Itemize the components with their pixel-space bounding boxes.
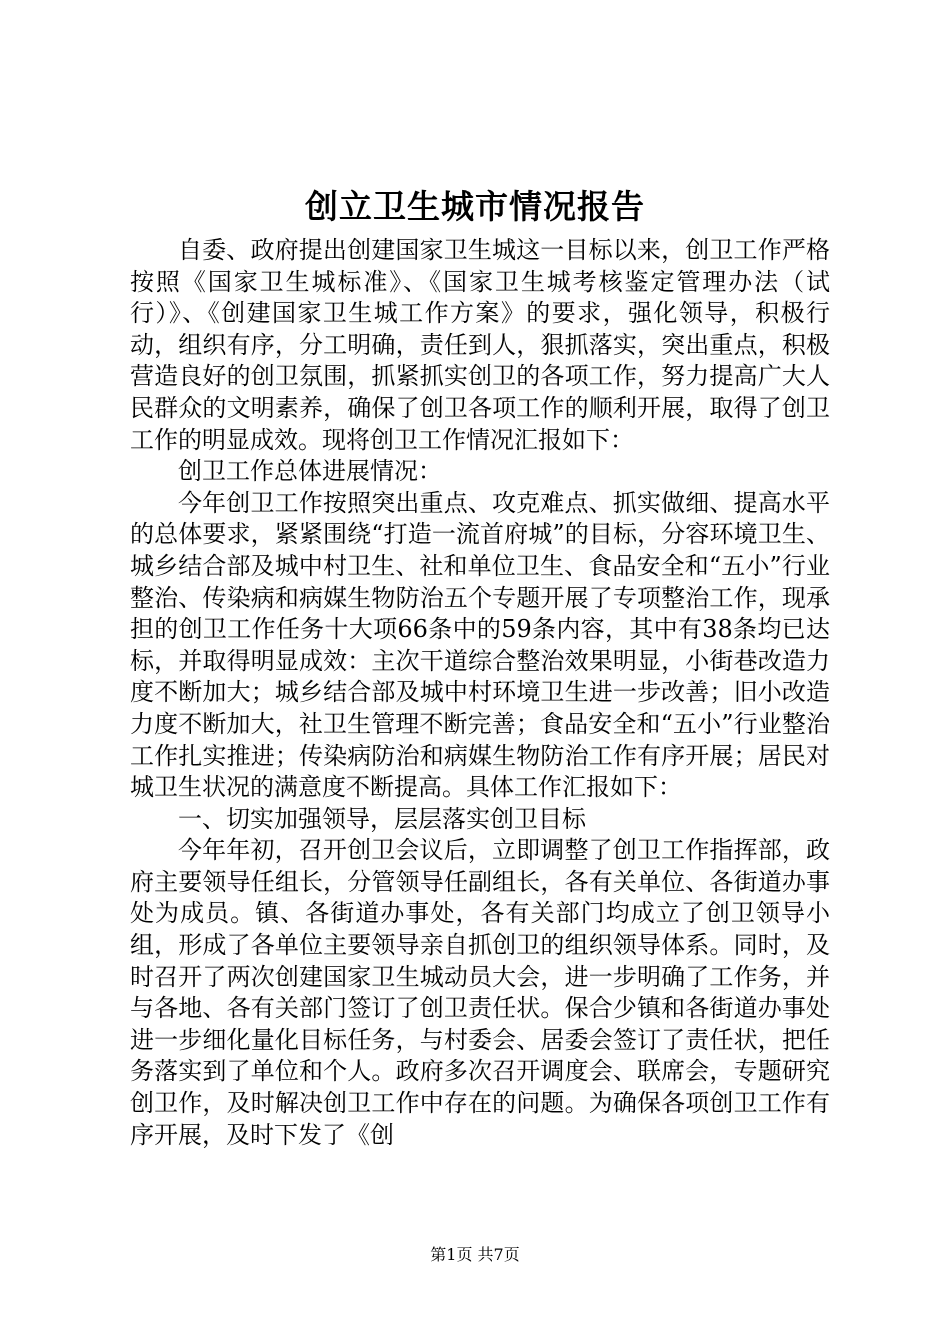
page-footer: 第1页 共7页 bbox=[430, 1245, 520, 1264]
section-heading-1: 一、切实加强领导，层层落实创卫目标 bbox=[178, 804, 586, 833]
document-title: 创立卫生城市情况报告 bbox=[305, 187, 645, 226]
document-body bbox=[130, 235, 830, 1151]
paragraph-intro: 自委、政府提出创建国家卫生城这一目标以来，创卫工作严格按照《国家卫生城标准》、《国家卫生城考核鉴定管理办法（试行）》、《创建国家卫生城工作方案》的要求，强化领导，积极行动，组织有序，分工明确，责任到人，狠抓落实，突出重点，积极营造良好的创卫氛围，抓紧抓实创卫的各项工作，努力提高广大人民群众的文明素养，确保了创卫各项工作的顺利开展，取得了创卫工作的明显成效。现将创卫工作情况汇报如下： bbox=[130, 236, 830, 454]
paragraph-overview: 今年创卫工作按照突出重点、攻克难点、抓实做细、提高水平的总体要求，紧紧围绕“打造一流首府城”的目标，分容环境卫生、城乡结合部及城中村卫生、社和单位卫生、食品安全和“五小”行业整治、传染病和病媒生物防治五个专题开展了专项整治工作，现承担的创卫工作任务十大项66条中的59条内容，其中有38条均已达标，并取得明显成效：主次干道综合整治效果明显，小街巷改造力度不断加大；城乡结合部及城中村环境卫生进一步改善；旧小改造力度不断加大，社卫生管理不断完善；食品安全和“五小”行业整治工作扎实推进；传染病防治和病媒生物防治工作有序开展；居民对城卫生状况的满意度不断提高。具体工作汇报如下： bbox=[130, 488, 830, 802]
paragraph-overview-heading: 创卫工作总体进展情况： bbox=[178, 457, 442, 486]
paragraph-section-1: 今年年初，召开创卫会议后，立即调整了创卫工作指挥部，政府主要领导任组长，分管领导任副组长，各有关单位、各街道办事处为成员。镇、各街道办事处，各有关部门均成立了创卫领导小组，形成了各单位主要领导亲自抓创卫的组织领导体系。同时，及时召开了两次创建国家卫生城动员大会，进一步明确了工作务，并与各地、各有关部门签订了创卫责任状。保合少镇和各街道办事处进一步细化量化目标任务，与村委会、居委会签订了责任状，把任务落实到了单位和个人。政府多次召开调度会、联席会，专题研究创卫作，及时解决创卫工作中存在的问题。为确保各项创卫工作有序开展，及时下发了《创 bbox=[130, 836, 830, 1149]
